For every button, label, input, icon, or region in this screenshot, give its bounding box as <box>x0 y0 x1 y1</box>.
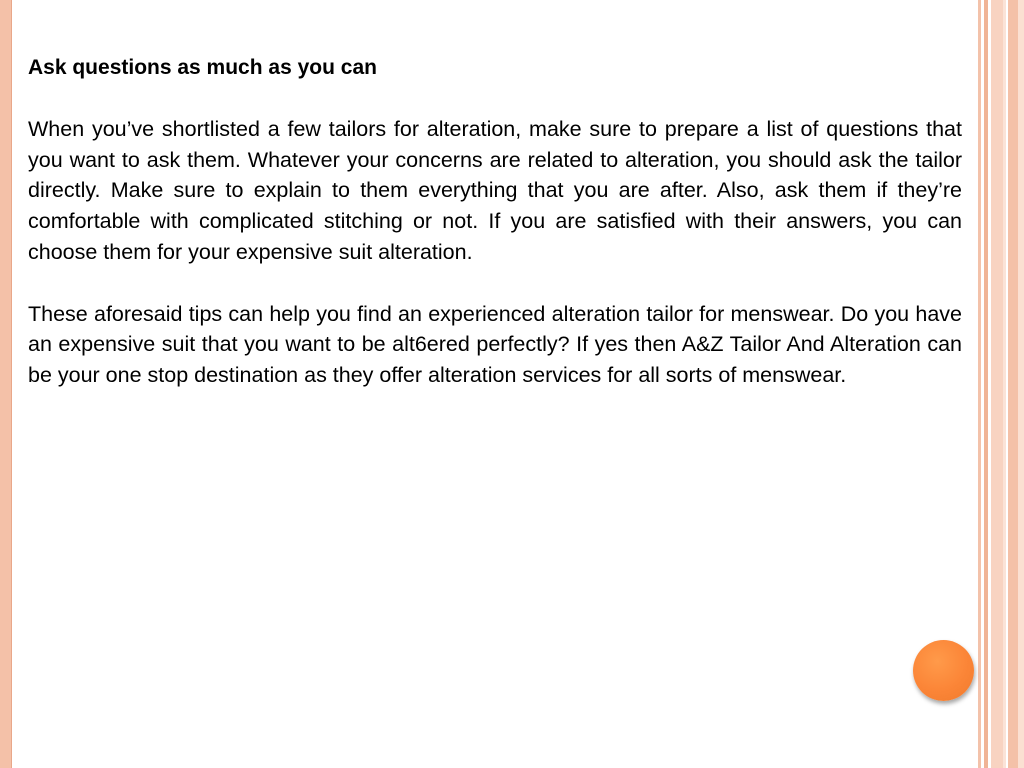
slide-heading: Ask questions as much as you can <box>28 56 377 79</box>
right-stripe-3 <box>991 0 1003 768</box>
paragraph-conclusion: These aforesaid tips can help you find an experienced alteration tailor for menswear. Do you have an expensive suit that you want to be alt6ered perfectly? If yes then A&Z Tailor And Alteration can be your one stop destination as they offer alteration services for all sorts of menswear. <box>28 301 962 387</box>
right-decorative-stripes <box>978 0 1024 768</box>
right-stripe-5 <box>1008 0 1018 768</box>
left-decorative-stripe <box>0 0 12 768</box>
right-stripe-1 <box>978 0 981 768</box>
right-stripe-6 <box>1018 0 1024 768</box>
slide-content <box>28 52 962 422</box>
right-stripe-4 <box>1003 0 1006 768</box>
paragraph-questions: When you’ve shortlisted a few tailors for alteration, make sure to prepare a list of questions that you want to ask them. Whatever your concerns are related to alteration, you should ask the tailor directly. Make sure to explain to them everything that you are after. Also, ask them if they’re comfortable with complicated stitching or not. If you are satisfied with their answers, you can choose them for your expensive suit alteration. <box>28 117 962 264</box>
orange-circle-decoration <box>913 640 974 701</box>
right-stripe-2 <box>984 0 988 768</box>
